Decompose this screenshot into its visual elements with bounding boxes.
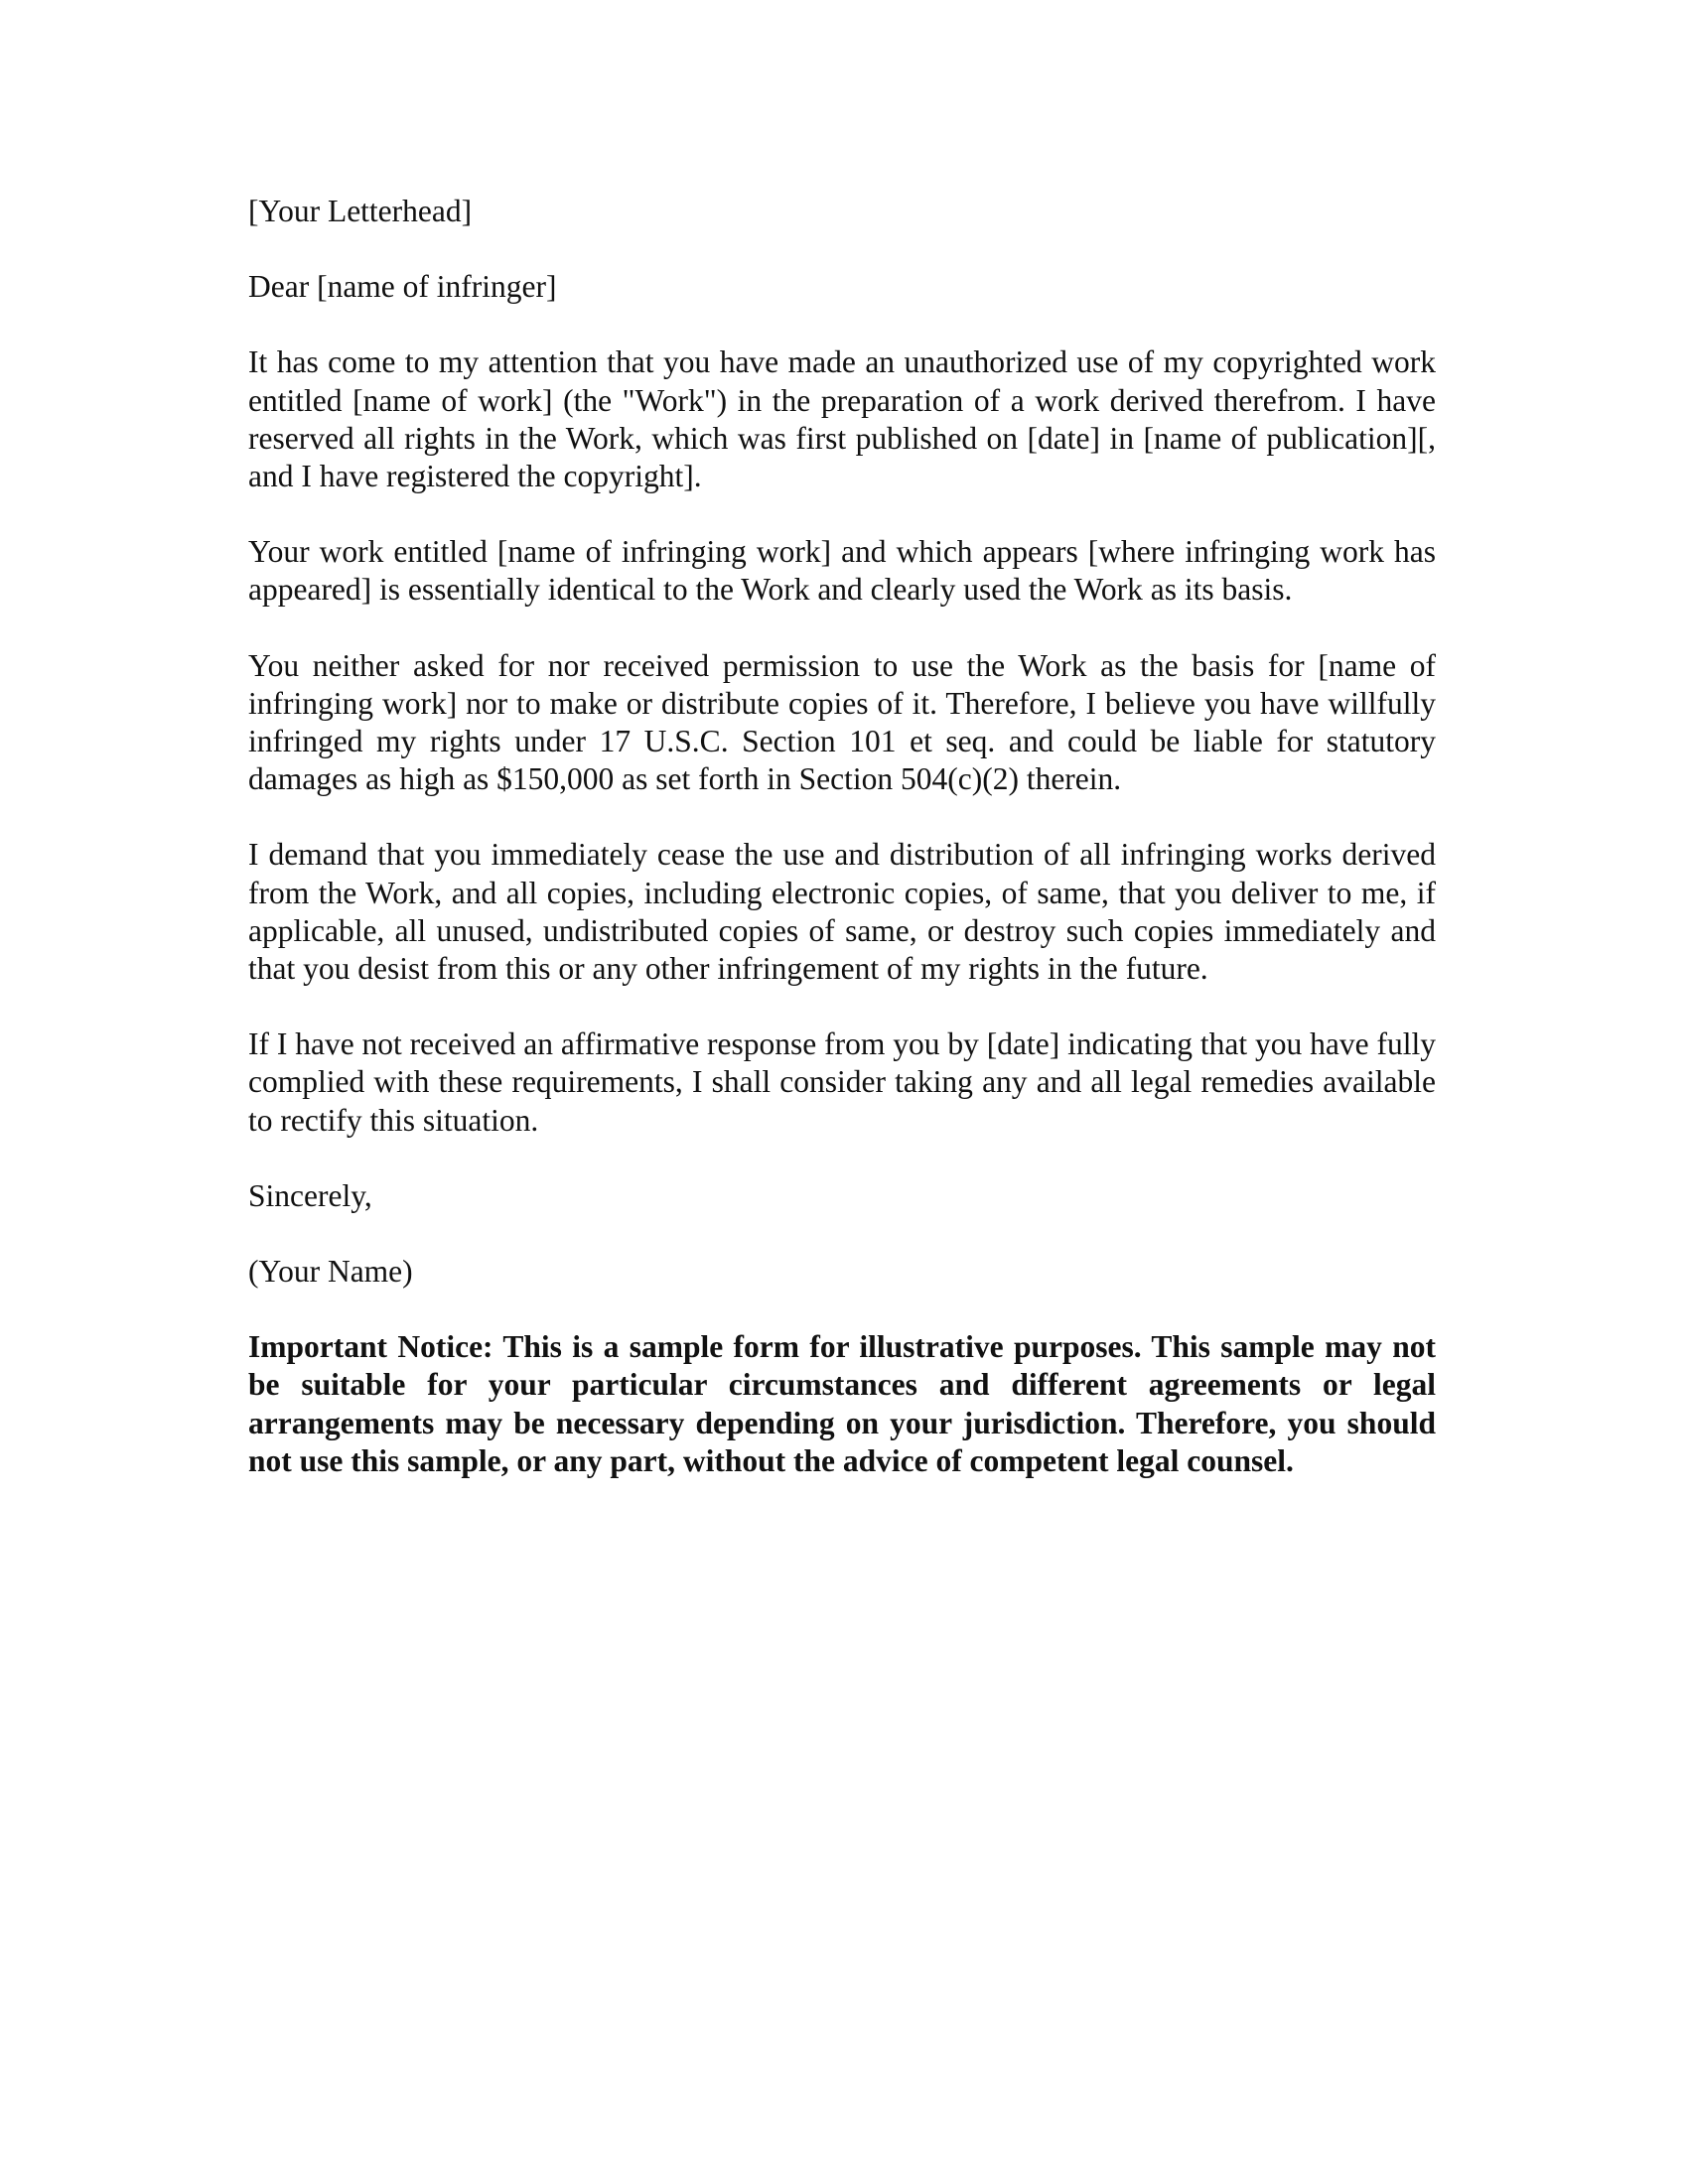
body-paragraph-unauthorized-use: It has come to my attention that you have made an unauthorized use of my copyrighted work entitled [name of work] (the "Work") in the preparation of a work derived therefrom. I have reserved all rights in the Work, which was first published on [date] in [name of publication][, and I have registered the copyright]. bbox=[248, 344, 1436, 494]
body-paragraph-deadline: If I have not received an affirmative response from you by [date] indicating that you have fully complied with these requirements, I shall consider taking any and all legal remedies available to rectify this situation. bbox=[248, 1026, 1436, 1138]
salutation: Dear [name of infringer] bbox=[248, 269, 557, 305]
body-paragraph-demand: I demand that you immediately cease the use and distribution of all infringing works derived from the Work, and all copies, including electronic copies, of same, that you deliver to me, if applicable, all unused, undistributed copies of same, or destroy such copies immediately and that you desist from this or any other infringement of my rights in the future. bbox=[248, 837, 1436, 987]
body-paragraph-no-permission: You neither asked for nor received permission to use the Work as the basis for [name of infringing work] nor to make or distribute copies of it. Therefore, I believe you have willfully infringed my rights under 17 U.S.C. Section 101 et seq. and could be liable for statutory damages as high as $150,000 as set forth in Section 504(c)(2) therein. bbox=[248, 647, 1436, 797]
important-notice: Important Notice: This is a sample form for illustrative purposes. This sample may not be suitable for your particular circumstances and different agreements or legal arrangements may be necessary depending on your jurisdiction. Therefore, you should not use this sample, or any part, without the advice of competent legal counsel. bbox=[248, 1329, 1436, 1478]
body-paragraph-infringing-work: Your work entitled [name of infringing work] and which appears [where infringing work has appeared] is essentially identical to the Work and clearly used the Work as its basis. bbox=[248, 534, 1436, 608]
signature-name: (Your Name) bbox=[248, 1254, 413, 1290]
letter-page bbox=[248, 193, 1436, 1480]
letterhead: [Your Letterhead] bbox=[248, 194, 473, 228]
closing: Sincerely, bbox=[248, 1177, 372, 1213]
